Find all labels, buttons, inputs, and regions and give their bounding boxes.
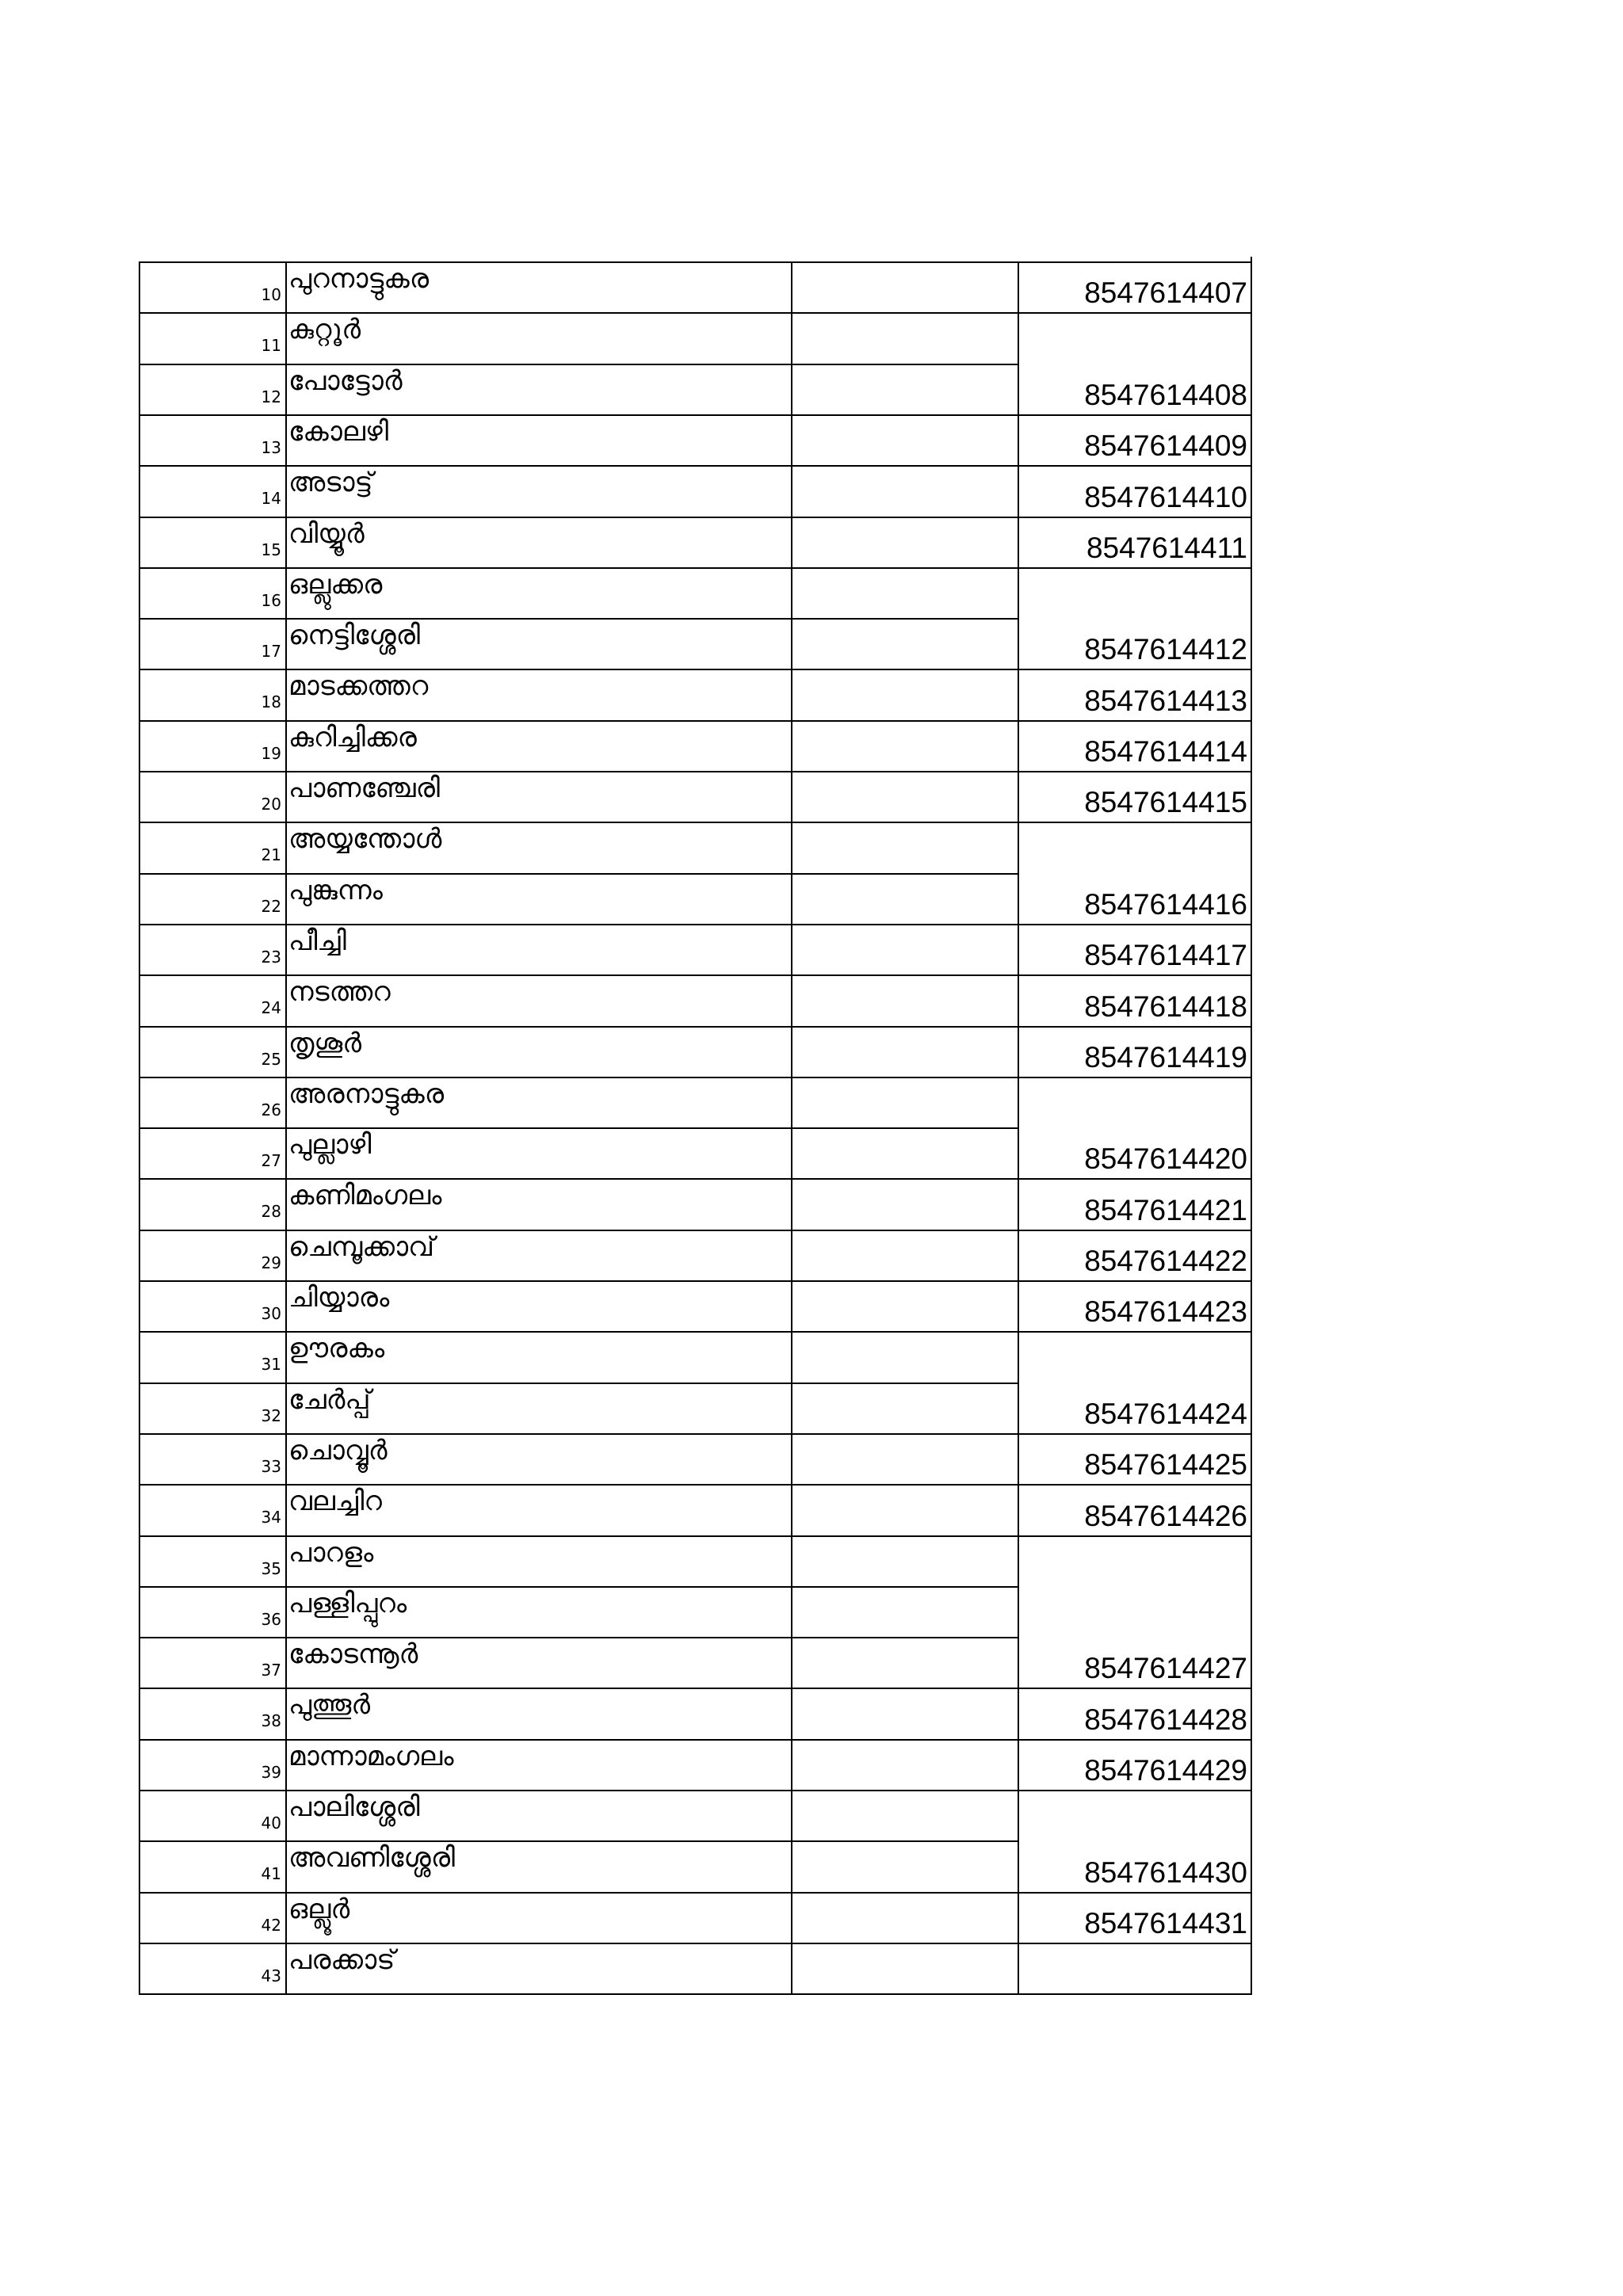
phone-number: 8547614425	[1084, 1448, 1247, 1481]
row-divider	[139, 873, 1019, 875]
row-number: 19	[261, 744, 281, 763]
location-name: വിയ്യൂർ	[288, 518, 365, 550]
location-name: ചേർപ്പ്	[288, 1384, 371, 1416]
location-name: ഊരകം	[288, 1333, 385, 1364]
location-name: മാടക്കത്തറ	[288, 670, 429, 702]
row-number: 31	[261, 1355, 281, 1374]
location-name: ഒല്ലൂർ	[288, 1894, 350, 1925]
phone-number: 8547614428	[1084, 1703, 1247, 1736]
row-number: 40	[261, 1814, 281, 1833]
phone-number: 8547614430	[1084, 1856, 1247, 1889]
location-name: മാന്നാമംഗലം	[288, 1741, 454, 1772]
phone-cell-divider	[1018, 1026, 1252, 1028]
row-divider	[139, 1433, 1019, 1435]
row-number: 21	[261, 845, 281, 864]
phone-cell-divider	[1018, 1178, 1252, 1180]
phone-number: 8547614412	[1084, 633, 1247, 666]
location-name: അയ്യന്തോൾ	[288, 823, 442, 855]
location-name: ചൊവ്വൂർ	[288, 1435, 388, 1466]
location-name: നടത്തറ	[288, 976, 391, 1008]
row-number: 42	[261, 1916, 281, 1935]
row-divider	[139, 1127, 1019, 1129]
row-divider	[139, 1943, 1019, 1944]
location-name: തൃശൂർ	[288, 1028, 362, 1059]
row-divider	[139, 1331, 1019, 1333]
phone-cell-divider	[1018, 1535, 1252, 1537]
row-divider	[139, 1230, 1019, 1231]
location-name: പരക്കാട്	[288, 1944, 395, 1976]
phone-cell-divider	[1018, 1993, 1252, 1995]
phone-cell-divider	[1018, 1433, 1252, 1435]
row-divider	[139, 1026, 1019, 1028]
phone-number: 8547614414	[1084, 735, 1247, 768]
row-divider	[139, 312, 1019, 314]
phone-cell-divider	[1018, 1484, 1252, 1486]
location-name: പാണഞ്ചേരി	[288, 772, 441, 804]
phone-number: 8547614417	[1084, 939, 1247, 971]
row-number: 41	[261, 1864, 281, 1883]
phone-cell-divider	[1018, 1331, 1252, 1333]
phone-cell-divider	[1018, 822, 1252, 823]
location-name: ചെമ്പൂക്കാവ്	[288, 1231, 435, 1263]
location-name: പുല്ലാഴി	[288, 1129, 372, 1161]
phone-number: 8547614407	[1084, 277, 1247, 309]
location-name: പുത്തൂർ	[288, 1689, 371, 1721]
location-name: ഒല്ലുക്കര	[288, 569, 383, 601]
location-name: ചിയ്യാരം	[288, 1282, 390, 1314]
row-number: 11	[261, 336, 281, 355]
phone-number: 8547614408	[1084, 379, 1247, 411]
row-number: 33	[261, 1457, 281, 1476]
row-divider	[139, 822, 1019, 823]
row-number: 27	[261, 1151, 281, 1170]
row-number: 36	[261, 1610, 281, 1629]
row-number: 29	[261, 1253, 281, 1272]
row-divider	[139, 414, 1019, 416]
row-number: 34	[261, 1508, 281, 1527]
phone-number: 8547614427	[1084, 1652, 1247, 1684]
row-divider	[139, 1586, 1019, 1588]
location-name: കുറിച്ചിക്കര	[288, 722, 417, 753]
phone-cell-divider	[1018, 517, 1252, 518]
row-number: 18	[261, 692, 281, 711]
location-name: പാറളം	[288, 1537, 374, 1569]
row-divider	[139, 974, 1019, 976]
row-divider	[139, 517, 1019, 518]
row-divider	[139, 1535, 1019, 1537]
phone-cell-divider	[1018, 414, 1252, 416]
row-number: 20	[261, 795, 281, 814]
phone-cell-divider	[1018, 1790, 1252, 1791]
location-name: കോലഴി	[288, 416, 389, 448]
row-number: 17	[261, 642, 281, 661]
phone-number: 8547614424	[1084, 1398, 1247, 1430]
location-name: പോട്ടോർ	[288, 365, 403, 397]
row-divider	[139, 1383, 1019, 1384]
phone-cell-divider	[1018, 720, 1252, 722]
row-divider	[139, 465, 1019, 467]
phone-number: 8547614426	[1084, 1500, 1247, 1532]
phone-number: 8547614410	[1084, 481, 1247, 513]
phone-number: 8547614431	[1084, 1907, 1247, 1939]
row-number: 15	[261, 540, 281, 559]
row-divider	[139, 618, 1019, 620]
row-divider	[139, 567, 1019, 569]
location-name: അവണിശ്ശേരി	[288, 1842, 456, 1874]
phone-cell-divider	[1018, 1077, 1252, 1078]
location-name: പുറനാട്ടുകര	[288, 263, 430, 295]
phone-cell-divider	[1018, 465, 1252, 467]
row-divider	[139, 1790, 1019, 1791]
phone-number: 8547614422	[1084, 1245, 1247, 1277]
row-divider	[139, 1637, 1019, 1638]
location-name: പാലിശ്ശേരി	[288, 1791, 420, 1823]
row-divider	[139, 771, 1019, 772]
location-name: അരനാട്ടുകര	[288, 1078, 445, 1110]
row-number: 14	[261, 489, 281, 508]
phone-cell-divider	[1018, 1688, 1252, 1689]
phone-number: 8547614409	[1084, 429, 1247, 462]
row-number: 23	[261, 948, 281, 967]
phone-number: 8547614413	[1084, 685, 1247, 717]
row-divider	[139, 1892, 1019, 1894]
phone-cell-divider	[1018, 261, 1252, 263]
row-divider	[139, 924, 1019, 925]
location-name: വലച്ചിറ	[288, 1486, 382, 1517]
row-divider	[139, 1739, 1019, 1741]
row-divider	[139, 1178, 1019, 1180]
row-number: 28	[261, 1202, 281, 1221]
row-divider	[139, 1484, 1019, 1486]
row-divider	[139, 1840, 1019, 1842]
phone-number: 8547614423	[1084, 1295, 1247, 1328]
phone-number: 8547614416	[1084, 888, 1247, 921]
phone-cell-divider	[1018, 1230, 1252, 1231]
phone-cell-divider	[1018, 1280, 1252, 1282]
phone-cell-divider	[1018, 1943, 1252, 1944]
location-name: പീച്ചി	[288, 925, 346, 957]
row-number: 32	[261, 1406, 281, 1425]
location-name: പള്ളിപ്പുറം	[288, 1588, 407, 1619]
phone-number: 8547614421	[1084, 1194, 1247, 1226]
location-name: കോടന്നൂർ	[288, 1638, 418, 1670]
row-number: 25	[261, 1050, 281, 1069]
row-number: 26	[261, 1100, 281, 1119]
row-number: 38	[261, 1711, 281, 1730]
phone-cell-divider	[1018, 771, 1252, 772]
phone-number: 8547614420	[1084, 1142, 1247, 1175]
row-number: 35	[261, 1559, 281, 1578]
row-divider	[139, 364, 1019, 365]
location-name: പുങ്കുന്നം	[288, 875, 383, 906]
phone-cell-divider	[1018, 974, 1252, 976]
row-divider	[139, 1688, 1019, 1689]
location-name: അടാട്ട്	[288, 467, 373, 498]
phone-number: 8547614415	[1084, 786, 1247, 818]
row-divider	[139, 1077, 1019, 1078]
phone-cell-divider	[1018, 924, 1252, 925]
row-number: 24	[261, 998, 281, 1017]
row-divider	[139, 261, 1019, 263]
row-number: 12	[261, 387, 281, 406]
location-name: കുറ്റൂർ	[288, 314, 361, 345]
location-name: കണിമംഗലം	[288, 1180, 442, 1211]
location-name: നെട്ടിശ്ശേരി	[288, 620, 420, 651]
row-number: 39	[261, 1763, 281, 1782]
phone-cell-divider	[1018, 1739, 1252, 1741]
row-divider	[139, 720, 1019, 722]
phone-cell-divider	[1018, 312, 1252, 314]
row-divider	[139, 669, 1019, 670]
phone-number: 8547614411	[1086, 532, 1247, 564]
phone-cell-divider	[1018, 1892, 1252, 1894]
row-number: 30	[261, 1304, 281, 1323]
row-number: 37	[261, 1661, 281, 1680]
phone-number: 8547614429	[1084, 1754, 1247, 1787]
phone-cell-divider	[1018, 669, 1252, 670]
phone-number: 8547614419	[1084, 1041, 1247, 1074]
phone-cell-divider	[1018, 567, 1252, 569]
row-number: 43	[261, 1966, 281, 1985]
phone-number: 8547614418	[1084, 990, 1247, 1023]
row-number: 16	[261, 591, 281, 610]
row-divider	[139, 1993, 1019, 1995]
row-number: 22	[261, 897, 281, 916]
row-number: 10	[261, 285, 281, 304]
row-number: 13	[261, 438, 281, 457]
row-divider	[139, 1280, 1019, 1282]
